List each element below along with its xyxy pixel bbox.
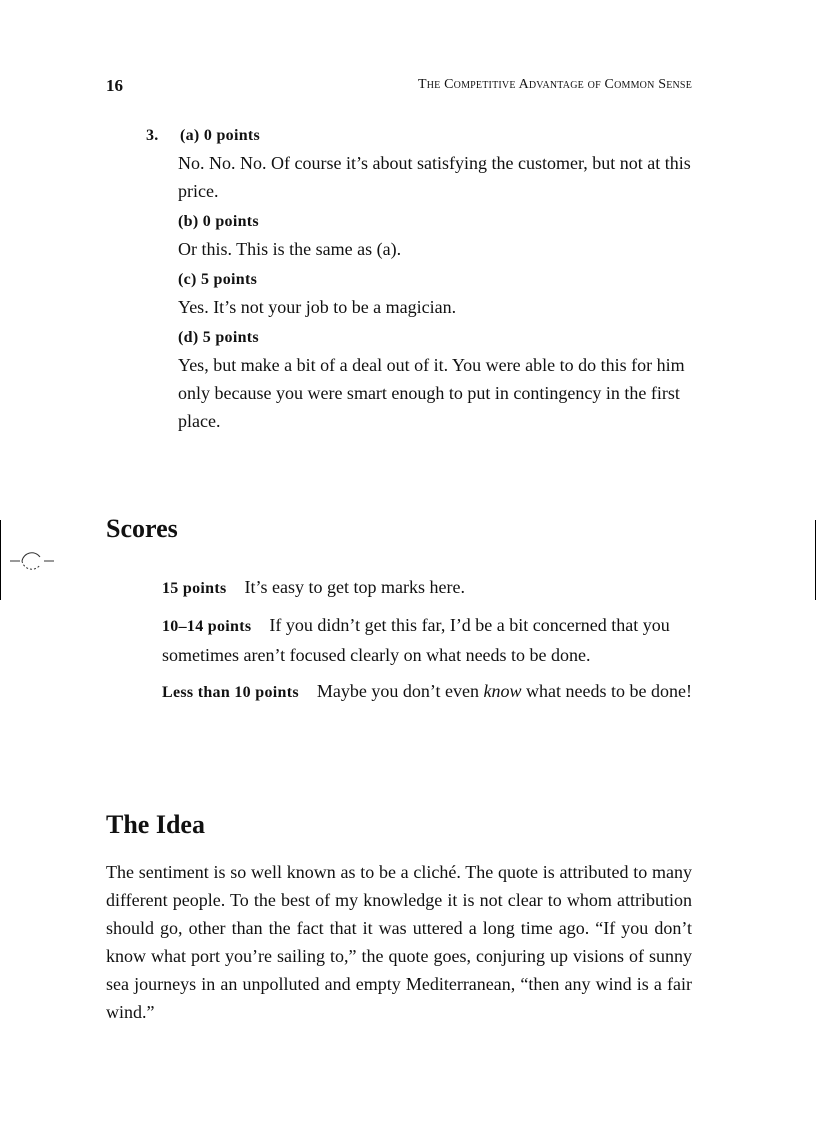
score-text: If you didn’t get this far, I’d be a bit concerned that you sometimes aren’t focused clearly on what needs to be done. [162,615,670,665]
score-text-emphasis: know [483,681,522,701]
score-label: 10–14 points [162,618,252,635]
crop-mark-left [0,520,1,600]
answer-a-label: (a) 0 points [180,127,261,144]
score-text: what needs to be done! [526,681,692,701]
answer-b-text: Or this. This is the same as (a). [178,239,402,259]
answer-c-label: (c) 5 points [178,271,258,288]
book-title: The Competitive Advantage of Common Sense [417,77,692,92]
answer-a-text: No. No. No. Of course it’s about satisfying the customer, but not at this price. [178,153,691,201]
answer-d-text: Yes, but make a bit of a deal out of it. You were able to do this for him only because you were smart enough to put in contingency in the first place. [178,355,685,431]
score-text: It’s easy to get top marks here. [244,577,465,597]
question-number: 3. [146,127,159,144]
score-entry-15 [162,573,692,603]
score-label: 15 points [162,580,227,597]
question-3-answers [146,125,692,441]
score-text: Maybe you don’t even [316,681,479,701]
running-head [106,76,692,96]
answer-a-heading [146,125,692,149]
scores-heading: Scores [106,514,178,543]
scores-list [162,573,692,715]
page-number: 16 [106,76,123,95]
score-entry-less-than-10 [162,677,692,707]
answer-b-label: (b) 0 points [178,213,259,230]
score-label: Less than 10 points [162,684,299,701]
idea-heading: The Idea [106,810,205,839]
idea-paragraph: The sentiment is so well known as to be a cliché. The quote is attributed to many different people. To the best of my knowledge it is not clear to whom attribution should go, other than the fact that it was uttered a long time ago. “If you don’t know what port you’re sailing to,” the quote goes, conjuring up visions of sunny sea journeys in an unpolluted and empty Mediterranean, “then any wind is a fair wind.” [106,862,692,1022]
registration-mark-icon [8,546,56,576]
answer-c-text: Yes. It’s not your job to be a magician. [178,297,457,317]
score-entry-10-14 [162,611,692,669]
answer-d-label: (d) 5 points [178,329,259,346]
